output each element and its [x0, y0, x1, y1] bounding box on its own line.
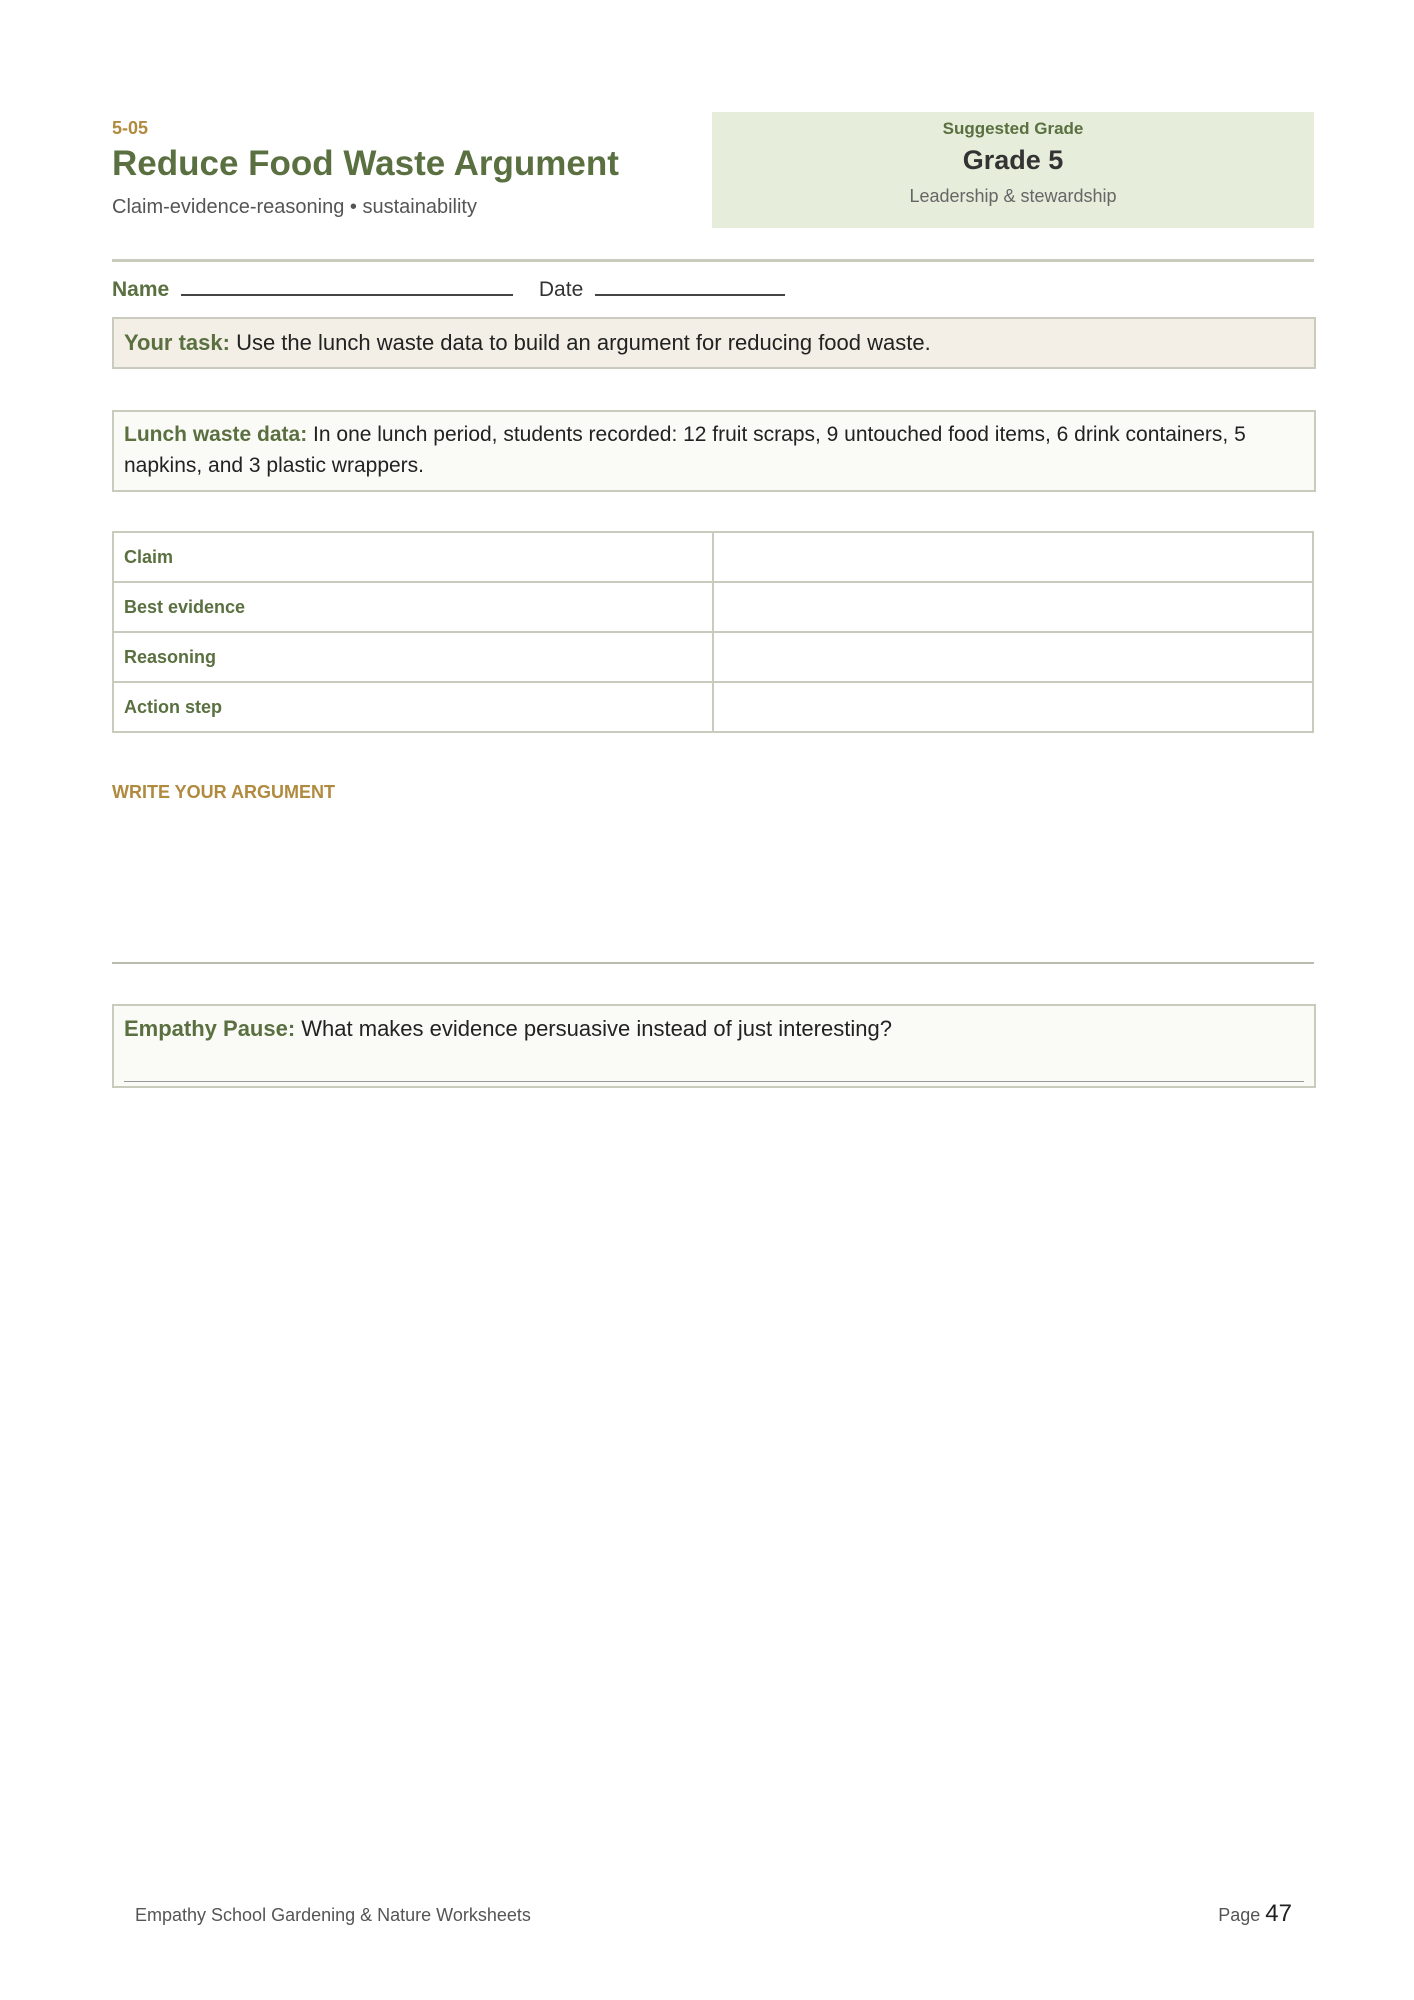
cer-table — [112, 531, 1314, 733]
table-row — [113, 682, 1313, 732]
write-argument-line[interactable] — [112, 962, 1314, 964]
page-label: Page — [1218, 1905, 1261, 1925]
page-subtitle: Claim-evidence-reasoning • sustainability — [112, 195, 477, 218]
empathy-question: What makes evidence persuasive instead of just interesting? — [295, 1016, 892, 1041]
answer-cell-reasoning[interactable] — [713, 632, 1313, 682]
header-divider — [112, 259, 1314, 262]
row-label-reasoning: Reasoning — [113, 632, 713, 682]
lunch-data-lead: Lunch waste data: — [124, 423, 308, 446]
lunch-data-text: In one lunch period, students recorded: 12 fruit scraps, 9 untouched food items, 6 drink containers, 5 napkins, and 3 plastic wrappers. — [124, 423, 1246, 477]
empathy-answer-line[interactable] — [124, 1081, 1304, 1082]
page-title: Reduce Food Waste Argument — [112, 144, 619, 183]
task-text: Use the lunch waste data to build an argument for reducing food waste. — [229, 330, 931, 355]
table-row — [113, 632, 1313, 682]
date-field[interactable] — [595, 278, 785, 296]
name-field[interactable] — [181, 278, 513, 296]
table-row — [113, 582, 1313, 632]
write-argument-heading: WRITE YOUR ARGUMENT — [112, 782, 335, 802]
name-label: Name — [112, 278, 170, 301]
date-label: Date — [538, 278, 584, 301]
page-number-value: 47 — [1265, 1900, 1292, 1927]
grade-box — [712, 112, 1314, 228]
grade-value: Grade 5 — [962, 145, 1064, 175]
worksheet-code: 5-05 — [112, 118, 149, 138]
answer-cell-claim[interactable] — [713, 532, 1313, 582]
row-label-claim: Claim — [113, 532, 713, 582]
table-row — [113, 532, 1313, 582]
empathy-lead: Empathy Pause: — [124, 1016, 296, 1041]
answer-cell-best-evidence[interactable] — [713, 582, 1313, 632]
footer-title: Empathy School Gardening & Nature Worksheets — [135, 1905, 531, 1925]
row-label-action-step: Action step — [113, 682, 713, 732]
grade-note: Leadership & stewardship — [909, 186, 1117, 206]
answer-cell-action-step[interactable] — [713, 682, 1313, 732]
name-date-row — [112, 278, 785, 302]
empathy-pause-box — [112, 1004, 1316, 1088]
page-number — [1218, 1900, 1292, 1928]
grade-caption: Suggested Grade — [942, 119, 1084, 138]
task-box — [112, 317, 1316, 369]
worksheet-page — [112, 0, 1314, 2000]
header — [112, 118, 692, 219]
task-lead: Your task: — [124, 330, 230, 355]
lunch-data-box — [112, 410, 1316, 492]
row-label-best-evidence: Best evidence — [113, 582, 713, 632]
